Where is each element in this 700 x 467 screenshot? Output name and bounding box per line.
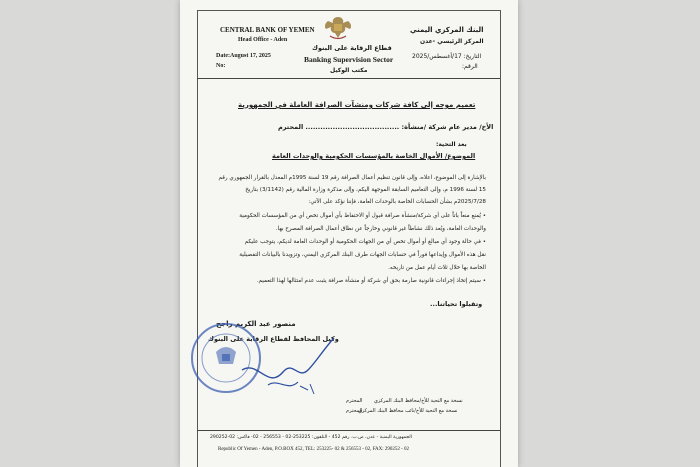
head-office-ar: المركز الرئيسي -عدن <box>420 38 484 45</box>
intro-line: 15 لسنة 1996 م، وإلى التعاميم السابقة الموجهة اليكم، وإلى مذكرة وزارة المالية رقم (3/1142) بتاريخ <box>245 187 486 193</box>
intro-paragraph <box>206 172 486 208</box>
list-item: • سيتم إتخاذ إجراءات قانونية صارمة بحق أي شركة أو منشأة صرافة يثبت عدم امتثالها لهذا التعميم. <box>256 278 486 284</box>
letter-page <box>180 0 518 467</box>
copy-line-2: نسخة مع التحية للأخ/نائب محافظ البنك المركزي <box>358 408 458 414</box>
yemen-eagle-emblem-icon <box>320 14 356 42</box>
copy-line-1: نسخة مع التحية للأخ/محافظ البنك المركزي <box>374 398 463 404</box>
list-item: • في حالة وجود أي مبالغ أو أموال تخص أي من الجهات الحكومية أو الوحدات العامة لديكم، يتوجب عليكم <box>244 239 486 245</box>
closing-line: وتقبلوا تحياتنا... <box>430 300 483 308</box>
intro-line: 2025/7/28م بشأن الحسابات الخاصة بالوحدات العامة، فإننا نؤكد على الآتي: <box>308 199 486 205</box>
signer-title: وكيل المحافظ لقطاع الرقابة على البنوك <box>208 335 339 343</box>
sector-name-ar: قطاع الرقابة على البنوك <box>312 44 392 52</box>
footer-address-ar: الجمهورية اليمنية - عدن، ص.ب. رقم 452 - التلفون: 253225-02 - 256553 - 02- فاكس: 02-290252 <box>210 435 412 440</box>
directives-list <box>206 210 486 288</box>
header-divider <box>197 78 500 79</box>
list-item: نقل هذه الأموال وإيداعها فوراً في حسابات الجهات طرف البنك المركزي اليمني، وتزويدنا بالبيانات التفصيلية <box>239 252 486 258</box>
addressee-line: الأخ/ مدير عام شركة /منشأة: ...................................... المحترم <box>278 123 494 131</box>
greeting: بعد التحية: <box>436 141 467 148</box>
intro-line: بالإشارة إلى الموضوع، اعلاه، وإلى قانون تنظيم أعمال الصرافة رقم 19 لسنة 1995م المعدل بالقرار الجمهوري رقم <box>218 175 486 181</box>
footer-divider <box>197 430 500 431</box>
date-en: Date:August 17, 2025 <box>216 53 271 59</box>
footer-address-en: Republic Of Yemen - Aden, P.O.BOX 452, TEL: 253225- 02 & 256553 - 02, FAX: 290252 - 02 <box>218 447 410 452</box>
copy-respect-2: المحترم <box>346 408 363 414</box>
signer-name: منصور عبد الكريم راجح <box>216 320 296 328</box>
bank-name-ar: البنك المركزي اليمني <box>410 26 484 34</box>
list-item: الخاصة بها خلال ثلاث أيام عمل من تاريخه. <box>388 265 486 271</box>
subject-line: الموضوع/ الأموال الخاصة بالمؤسسات الحكومية والوحدات العامة <box>272 152 476 160</box>
copy-respect-1: المحترم <box>346 398 363 404</box>
bank-name-en: CENTRAL BANK OF YEMEN <box>220 26 315 34</box>
date-ar: التاريخ: 17/أغسطس/2025 <box>412 53 482 60</box>
number-ar: الرقم: <box>462 63 478 70</box>
number-en: No: <box>216 63 226 69</box>
circular-title: تعميم موجه إلى كافة شركات ومنشآت الصرافة العاملة في الجمهورية <box>238 101 476 109</box>
signature-icon <box>238 330 338 400</box>
sector-name-en: Banking Supervision Sector <box>304 55 394 64</box>
deputy-office-ar: مكتب الوكيل <box>330 67 368 74</box>
list-item: • يُمنع منعاً باتاً على أي شركة/منشأة صرافة قبول أو الاحتفاظ بأي أموال تخص أي من المؤسسات الحكومية <box>239 213 486 219</box>
head-office-en: Head Office - Aden <box>238 37 288 43</box>
list-item: والوحدات العامة، ويُعد ذلك نشاطاً غير قانوني وخارجاً عن نطاق أعمال الصرافة المصرح بها. <box>275 226 486 232</box>
